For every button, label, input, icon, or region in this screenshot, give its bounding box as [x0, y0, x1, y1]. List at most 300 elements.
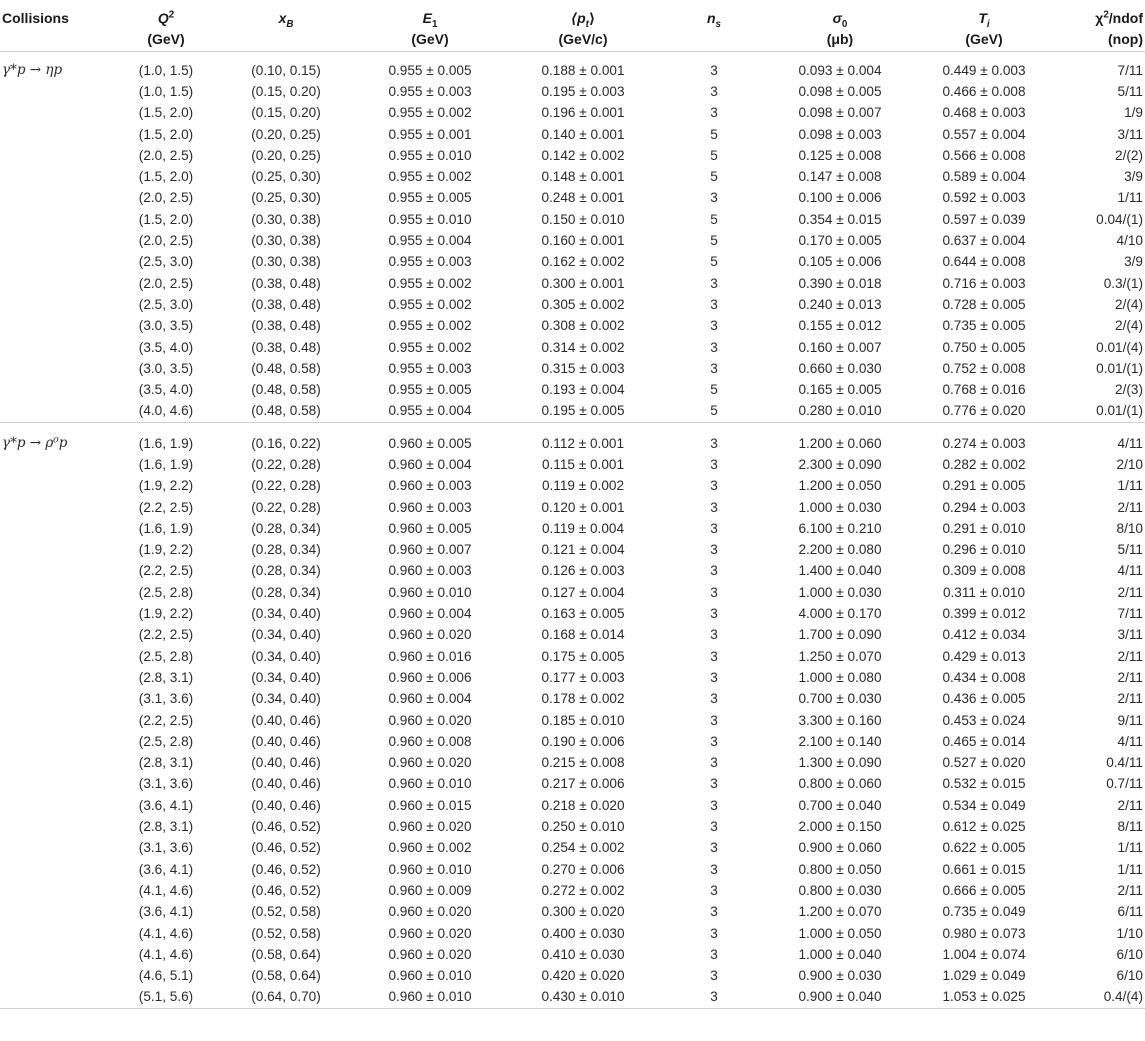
e1-value: 0.960 ± 0.003: [388, 499, 472, 515]
ti-value: 1.029 ± 0.049: [942, 968, 1026, 984]
collision-label: [0, 272, 116, 293]
xb-range: (0.28, 0.34): [251, 520, 321, 536]
q2-range: (4.1, 4.6): [138, 882, 194, 898]
q2-range: (3.0, 3.5): [138, 360, 194, 376]
q2-range: (2.8, 3.1): [138, 669, 194, 685]
xb-range: (0.52, 0.58): [251, 925, 321, 941]
sigma0-value: 0.354 ± 0.015: [798, 211, 882, 227]
sigma0-value: 1.000 ± 0.040: [798, 946, 882, 962]
e1-value: 0.960 ± 0.020: [388, 925, 472, 941]
chi2-ndof-value: 0.04/(1): [1096, 211, 1143, 227]
pt-value: 0.119 ± 0.004: [541, 520, 625, 536]
chi2-ndof-value: 1/11: [1117, 861, 1143, 877]
pt-value: 0.254 ± 0.002: [541, 840, 625, 856]
collision-label: [0, 336, 116, 357]
e1-value: 0.960 ± 0.002: [388, 840, 472, 856]
xb-range: (0.38, 0.48): [251, 339, 321, 355]
sigma0-value: 1.300 ± 0.090: [798, 755, 882, 771]
pt-value: 0.300 ± 0.020: [541, 904, 625, 920]
collision-label: [0, 603, 116, 624]
table-row: [0, 358, 1145, 379]
chi2-ndof-value: 4/11: [1117, 563, 1143, 579]
table-row: [0, 294, 1145, 315]
pt-value: 0.163 ± 0.005: [541, 606, 625, 622]
q2-range: (2.5, 2.8): [138, 733, 194, 749]
xb-range: (0.22, 0.28): [251, 478, 321, 494]
ti-value: 0.274 ± 0.003: [942, 435, 1026, 451]
ti-value: 0.597 ± 0.039: [942, 211, 1026, 227]
table-row: [0, 837, 1145, 858]
pt-value: 0.112 ± 0.001: [541, 435, 625, 451]
xb-range: (0.30, 0.38): [251, 233, 321, 249]
table-row: [0, 603, 1145, 624]
xb-range: (0.48, 0.58): [251, 382, 321, 398]
chi2-ndof-value: 0.01/(1): [1096, 360, 1143, 376]
ti-value: 0.768 ± 0.016: [942, 382, 1026, 398]
table-row: [0, 539, 1145, 560]
ti-value: 0.534 ± 0.049: [942, 797, 1026, 813]
chi2-ndof-value: 6/10: [1116, 968, 1143, 984]
table-row: [0, 166, 1145, 187]
e1-value: 0.955 ± 0.002: [388, 296, 472, 312]
header-row: [0, 0, 1145, 51]
pt-value: 0.420 ± 0.020: [541, 968, 625, 984]
e1-value: 0.960 ± 0.020: [388, 904, 472, 920]
chi2-ndof-value: 2/11: [1117, 669, 1143, 685]
ti-value: 0.612 ± 0.025: [942, 819, 1026, 835]
table-row: [0, 624, 1145, 645]
sigma0-value: 0.240 ± 0.013: [798, 296, 882, 312]
sigma0-value: 0.660 ± 0.030: [798, 360, 882, 376]
xb-range: (0.15, 0.20): [251, 105, 321, 121]
xb-range: (0.15, 0.20): [251, 83, 321, 99]
q2-range: (3.0, 3.5): [138, 318, 194, 334]
table-row: [0, 496, 1145, 517]
xb-range: (0.28, 0.34): [251, 563, 321, 579]
e1-value: 0.955 ± 0.005: [388, 190, 472, 206]
xb-range: (0.22, 0.28): [251, 499, 321, 515]
ns-value: 3: [710, 712, 718, 728]
chi2-ndof-value: 0.01/(4): [1096, 339, 1143, 355]
collision-label: [0, 454, 116, 475]
q2-range: (4.1, 4.6): [138, 925, 194, 941]
ti-value: 0.589 ± 0.004: [942, 169, 1026, 185]
table-row: [0, 752, 1145, 773]
pt-value: 0.168 ± 0.014: [541, 627, 625, 643]
ns-value: 3: [710, 861, 718, 877]
chi2-ndof-value: 2/11: [1117, 797, 1143, 813]
xb-range: (0.48, 0.58): [251, 360, 321, 376]
ns-value: 3: [710, 904, 718, 920]
table-row: [0, 986, 1145, 1008]
q2-range: (2.0, 2.5): [138, 275, 194, 291]
header-e1: $E_1$ (GeV): [356, 0, 504, 51]
q2-range: (1.5, 2.0): [138, 126, 194, 142]
pt-value: 0.119 ± 0.002: [541, 478, 625, 494]
xb-range: (0.46, 0.52): [251, 840, 321, 856]
sigma0-value: 1.000 ± 0.030: [798, 499, 882, 515]
e1-value: 0.960 ± 0.020: [388, 755, 472, 771]
table-row: [0, 102, 1145, 123]
collision-label: γ*p → ρ⁰p: [2, 434, 68, 451]
ti-value: 0.776 ± 0.020: [942, 403, 1026, 419]
table-row: [0, 475, 1145, 496]
pt-value: 0.430 ± 0.010: [541, 989, 625, 1005]
q2-range: (1.5, 2.0): [138, 105, 194, 121]
pt-value: 0.178 ± 0.002: [541, 691, 625, 707]
collision-label: [0, 688, 116, 709]
chi2-ndof-value: 6/11: [1117, 904, 1143, 920]
ti-value: 0.644 ± 0.008: [942, 254, 1026, 270]
xb-range: (0.22, 0.28): [251, 456, 321, 472]
e1-value: 0.955 ± 0.002: [388, 318, 472, 334]
q2-range: (2.2, 2.5): [138, 627, 194, 643]
chi2-ndof-value: 7/11: [1117, 62, 1143, 78]
sigma0-value: 1.200 ± 0.060: [798, 435, 882, 451]
header-ti: $T_i$ (GeV): [914, 0, 1054, 51]
e1-value: 0.960 ± 0.010: [388, 776, 472, 792]
chi2-ndof-value: 3/11: [1117, 126, 1143, 142]
xb-range: (0.48, 0.58): [251, 403, 321, 419]
table-row: [0, 123, 1145, 144]
collision-label: [0, 667, 116, 688]
collision-label: [0, 560, 116, 581]
ns-value: 3: [710, 563, 718, 579]
xb-range: (0.40, 0.46): [251, 733, 321, 749]
chi2-ndof-value: 6/10: [1116, 946, 1143, 962]
pt-value: 0.120 ± 0.001: [541, 499, 625, 515]
sigma0-value: 2.100 ± 0.140: [798, 733, 882, 749]
chi2-ndof-value: 2/(4): [1115, 318, 1143, 334]
xb-range: (0.28, 0.34): [251, 584, 321, 600]
collision-label: [0, 102, 116, 123]
sigma0-value: 0.125 ± 0.008: [798, 147, 882, 163]
e1-value: 0.955 ± 0.005: [388, 382, 472, 398]
xb-range: (0.16, 0.22): [251, 435, 321, 451]
pt-value: 0.400 ± 0.030: [541, 925, 625, 941]
chi2-ndof-value: 0.4/(4): [1103, 989, 1143, 1005]
pt-value: 0.193 ± 0.004: [541, 382, 625, 398]
ti-value: 0.291 ± 0.010: [942, 520, 1026, 536]
q2-range: (4.1, 4.6): [138, 946, 194, 962]
e1-value: 0.960 ± 0.010: [388, 861, 472, 877]
ti-value: 1.004 ± 0.074: [942, 946, 1026, 962]
table-row: [0, 773, 1145, 794]
sigma0-value: 0.700 ± 0.040: [798, 797, 882, 813]
ns-value: 5: [710, 382, 718, 398]
sigma0-value: 1.000 ± 0.030: [798, 584, 882, 600]
chi2-ndof-value: 1/11: [1117, 190, 1143, 206]
e1-value: 0.960 ± 0.003: [388, 563, 472, 579]
chi2-ndof-value: 0.4/11: [1106, 755, 1143, 771]
ns-value: 3: [710, 190, 718, 206]
q2-range: (3.1, 3.6): [138, 840, 194, 856]
q2-range: (3.6, 4.1): [138, 797, 194, 813]
group-divider: [0, 422, 1145, 433]
chi2-ndof-value: 3/9: [1124, 254, 1143, 270]
ti-value: 1.053 ± 0.025: [942, 989, 1026, 1005]
q2-range: (1.6, 1.9): [138, 435, 194, 451]
xb-range: (0.20, 0.25): [251, 147, 321, 163]
e1-value: 0.960 ± 0.003: [388, 478, 472, 494]
sigma0-value: 1.250 ± 0.070: [798, 648, 882, 664]
sigma0-value: 1.200 ± 0.070: [798, 904, 882, 920]
chi2-ndof-value: 2/11: [1117, 882, 1143, 898]
collision-label: [0, 709, 116, 730]
collision-label: [0, 251, 116, 272]
ns-value: 5: [710, 233, 718, 249]
q2-range: (2.5, 3.0): [138, 296, 194, 312]
collision-label: [0, 816, 116, 837]
collision-label: [0, 752, 116, 773]
pt-value: 0.127 ± 0.004: [541, 584, 625, 600]
q2-range: (2.8, 3.1): [138, 755, 194, 771]
ns-value: 3: [710, 435, 718, 451]
pt-value: 0.270 ± 0.006: [541, 861, 625, 877]
e1-value: 0.960 ± 0.010: [388, 989, 472, 1005]
e1-value: 0.960 ± 0.005: [388, 520, 472, 536]
ti-value: 0.468 ± 0.003: [942, 105, 1026, 121]
table-row: [0, 60, 1145, 81]
collision-label: [0, 944, 116, 965]
q2-range: (2.5, 3.0): [138, 254, 194, 270]
collision-label: [0, 230, 116, 251]
table-row: [0, 315, 1145, 336]
xb-range: (0.38, 0.48): [251, 296, 321, 312]
ns-value: 3: [710, 62, 718, 78]
ns-value: 5: [710, 403, 718, 419]
ns-value: 3: [710, 733, 718, 749]
sigma0-value: 0.155 ± 0.012: [798, 318, 882, 334]
ti-value: 0.449 ± 0.003: [942, 62, 1026, 78]
e1-value: 0.960 ± 0.010: [388, 968, 472, 984]
q2-range: (1.9, 2.2): [138, 478, 194, 494]
table-row: [0, 400, 1145, 422]
table-row: [0, 81, 1145, 102]
xb-range: (0.46, 0.52): [251, 861, 321, 877]
footer-rule: [0, 1008, 1145, 1013]
q2-range: (1.6, 1.9): [138, 456, 194, 472]
xb-range: (0.58, 0.64): [251, 946, 321, 962]
xb-range: (0.40, 0.46): [251, 712, 321, 728]
ti-value: 0.453 ± 0.024: [942, 712, 1026, 728]
ns-value: 3: [710, 83, 718, 99]
e1-value: 0.960 ± 0.020: [388, 819, 472, 835]
q2-range: (3.1, 3.6): [138, 691, 194, 707]
collision-label: [0, 123, 116, 144]
table-row: [0, 731, 1145, 752]
table-row: [0, 944, 1145, 965]
pt-value: 0.305 ± 0.002: [541, 296, 625, 312]
ns-value: 5: [710, 169, 718, 185]
pt-value: 0.140 ± 0.001: [541, 126, 625, 142]
q2-range: (2.8, 3.1): [138, 819, 194, 835]
table-row: [0, 688, 1145, 709]
sigma0-value: 0.800 ± 0.030: [798, 882, 882, 898]
ns-value: 3: [710, 456, 718, 472]
ti-value: 0.557 ± 0.004: [942, 126, 1026, 142]
chi2-ndof-value: 2/(4): [1115, 296, 1143, 312]
ti-value: 0.592 ± 0.003: [942, 190, 1026, 206]
e1-value: 0.960 ± 0.006: [388, 669, 472, 685]
pt-value: 0.121 ± 0.004: [541, 542, 625, 558]
ti-value: 0.566 ± 0.008: [942, 147, 1026, 163]
q2-range: (1.0, 1.5): [138, 62, 194, 78]
q2-range: (2.5, 2.8): [138, 584, 194, 600]
pt-value: 0.196 ± 0.001: [541, 105, 625, 121]
ti-value: 0.399 ± 0.012: [942, 606, 1026, 622]
xb-range: (0.25, 0.30): [251, 190, 321, 206]
sigma0-value: 1.700 ± 0.090: [798, 627, 882, 643]
table-row: [0, 379, 1145, 400]
e1-value: 0.955 ± 0.002: [388, 169, 472, 185]
e1-value: 0.960 ± 0.008: [388, 733, 472, 749]
sigma0-value: 0.170 ± 0.005: [798, 233, 882, 249]
pt-value: 0.175 ± 0.005: [541, 648, 625, 664]
ns-value: 3: [710, 755, 718, 771]
ti-value: 0.412 ± 0.034: [942, 627, 1026, 643]
collision-label: [0, 496, 116, 517]
header-q2: $Q^2$ (GeV): [116, 0, 216, 51]
chi2-ndof-value: 1/10: [1116, 925, 1143, 941]
pt-value: 0.150 ± 0.010: [541, 211, 625, 227]
chi2-ndof-value: 3/11: [1117, 627, 1143, 643]
e1-value: 0.960 ± 0.020: [388, 627, 472, 643]
pt-value: 0.314 ± 0.002: [541, 339, 625, 355]
xb-range: (0.25, 0.30): [251, 169, 321, 185]
pt-value: 0.177 ± 0.003: [541, 669, 625, 685]
collision-label: [0, 81, 116, 102]
q2-range: (1.5, 2.0): [138, 169, 194, 185]
chi2-ndof-value: 8/10: [1116, 520, 1143, 536]
pt-value: 0.195 ± 0.003: [541, 83, 625, 99]
sigma0-value: 0.900 ± 0.040: [798, 989, 882, 1005]
pt-value: 0.190 ± 0.006: [541, 733, 625, 749]
e1-value: 0.955 ± 0.003: [388, 360, 472, 376]
pt-value: 0.160 ± 0.001: [541, 233, 625, 249]
collision-label: [0, 646, 116, 667]
table-row: [0, 922, 1145, 943]
pt-value: 0.272 ± 0.002: [541, 882, 625, 898]
e1-value: 0.955 ± 0.002: [388, 275, 472, 291]
sigma0-value: 4.000 ± 0.170: [798, 606, 882, 622]
table-row: [0, 433, 1145, 454]
ns-value: 3: [710, 968, 718, 984]
ti-value: 0.750 ± 0.005: [942, 339, 1026, 355]
xb-range: (0.52, 0.58): [251, 904, 321, 920]
q2-range: (4.6, 5.1): [138, 968, 194, 984]
ti-value: 0.436 ± 0.005: [942, 691, 1026, 707]
q2-range: (1.5, 2.0): [138, 211, 194, 227]
collision-label: [0, 795, 116, 816]
chi2-ndof-value: 5/11: [1117, 542, 1143, 558]
ti-value: 0.661 ± 0.015: [942, 861, 1026, 877]
ns-value: 3: [710, 946, 718, 962]
collision-label: [0, 901, 116, 922]
sigma0-value: 2.300 ± 0.090: [798, 456, 882, 472]
collision-label: [0, 315, 116, 336]
chi2-ndof-value: 0.3/(1): [1103, 275, 1143, 291]
xb-range: (0.40, 0.46): [251, 797, 321, 813]
chi2-ndof-value: 2/11: [1117, 691, 1143, 707]
pt-value: 0.185 ± 0.010: [541, 712, 625, 728]
e1-value: 0.955 ± 0.002: [388, 105, 472, 121]
sigma0-value: 0.165 ± 0.005: [798, 382, 882, 398]
ns-value: 3: [710, 499, 718, 515]
chi2-ndof-value: 2/(2): [1115, 147, 1143, 163]
chi2-ndof-value: 7/11: [1117, 606, 1143, 622]
sigma0-value: 0.105 ± 0.006: [798, 254, 882, 270]
ns-value: 3: [710, 318, 718, 334]
ns-value: 5: [710, 126, 718, 142]
ns-value: 3: [710, 648, 718, 664]
q2-range: (2.0, 2.5): [138, 190, 194, 206]
xb-range: (0.40, 0.46): [251, 776, 321, 792]
xb-range: (0.34, 0.40): [251, 691, 321, 707]
sigma0-value: 0.800 ± 0.060: [798, 776, 882, 792]
header-pt: $⟨p_t⟩$ (GeV/c): [504, 0, 662, 51]
ti-value: 0.309 ± 0.008: [942, 563, 1026, 579]
e1-value: 0.960 ± 0.015: [388, 797, 472, 813]
collision-label: [0, 922, 116, 943]
e1-value: 0.960 ± 0.004: [388, 456, 472, 472]
ti-value: 0.735 ± 0.049: [942, 904, 1026, 920]
pt-value: 0.217 ± 0.006: [541, 776, 625, 792]
header-spacer: [0, 51, 1145, 60]
ns-value: 5: [710, 254, 718, 270]
xb-range: (0.34, 0.40): [251, 669, 321, 685]
e1-value: 0.960 ± 0.009: [388, 882, 472, 898]
e1-value: 0.955 ± 0.003: [388, 254, 472, 270]
xb-range: (0.28, 0.34): [251, 542, 321, 558]
q2-range: (2.0, 2.5): [138, 147, 194, 163]
table-row: [0, 145, 1145, 166]
xb-range: (0.34, 0.40): [251, 606, 321, 622]
ns-value: 3: [710, 360, 718, 376]
ns-value: 3: [710, 989, 718, 1005]
collision-label: [0, 475, 116, 496]
e1-value: 0.960 ± 0.007: [388, 542, 472, 558]
collision-label: [0, 965, 116, 986]
e1-value: 0.955 ± 0.003: [388, 83, 472, 99]
ns-value: 3: [710, 520, 718, 536]
chi2-ndof-value: 1/11: [1117, 478, 1143, 494]
sigma0-value: 2.200 ± 0.080: [798, 542, 882, 558]
sigma0-value: 6.100 ± 0.210: [798, 520, 882, 536]
chi2-ndof-value: 4/10: [1116, 233, 1143, 249]
e1-value: 0.955 ± 0.004: [388, 233, 472, 249]
collision-label: [0, 986, 116, 1008]
sigma0-value: 0.900 ± 0.060: [798, 840, 882, 856]
chi2-ndof-value: 4/11: [1117, 733, 1143, 749]
pt-value: 0.115 ± 0.001: [541, 456, 625, 472]
q2-range: (2.2, 2.5): [138, 499, 194, 515]
q2-range: (3.1, 3.6): [138, 776, 194, 792]
q2-range: (2.2, 2.5): [138, 563, 194, 579]
collision-label: [0, 166, 116, 187]
q2-range: (3.6, 4.1): [138, 861, 194, 877]
ti-value: 0.980 ± 0.073: [942, 925, 1026, 941]
chi2-ndof-value: 2/10: [1116, 456, 1143, 472]
chi2-ndof-value: 2/11: [1117, 499, 1143, 515]
e1-value: 0.955 ± 0.010: [388, 147, 472, 163]
q2-range: (3.6, 4.1): [138, 904, 194, 920]
ti-value: 0.465 ± 0.014: [942, 733, 1026, 749]
sigma0-value: 0.390 ± 0.018: [798, 275, 882, 291]
ti-value: 0.532 ± 0.015: [942, 776, 1026, 792]
xb-range: (0.30, 0.38): [251, 254, 321, 270]
ti-value: 0.637 ± 0.004: [942, 233, 1026, 249]
